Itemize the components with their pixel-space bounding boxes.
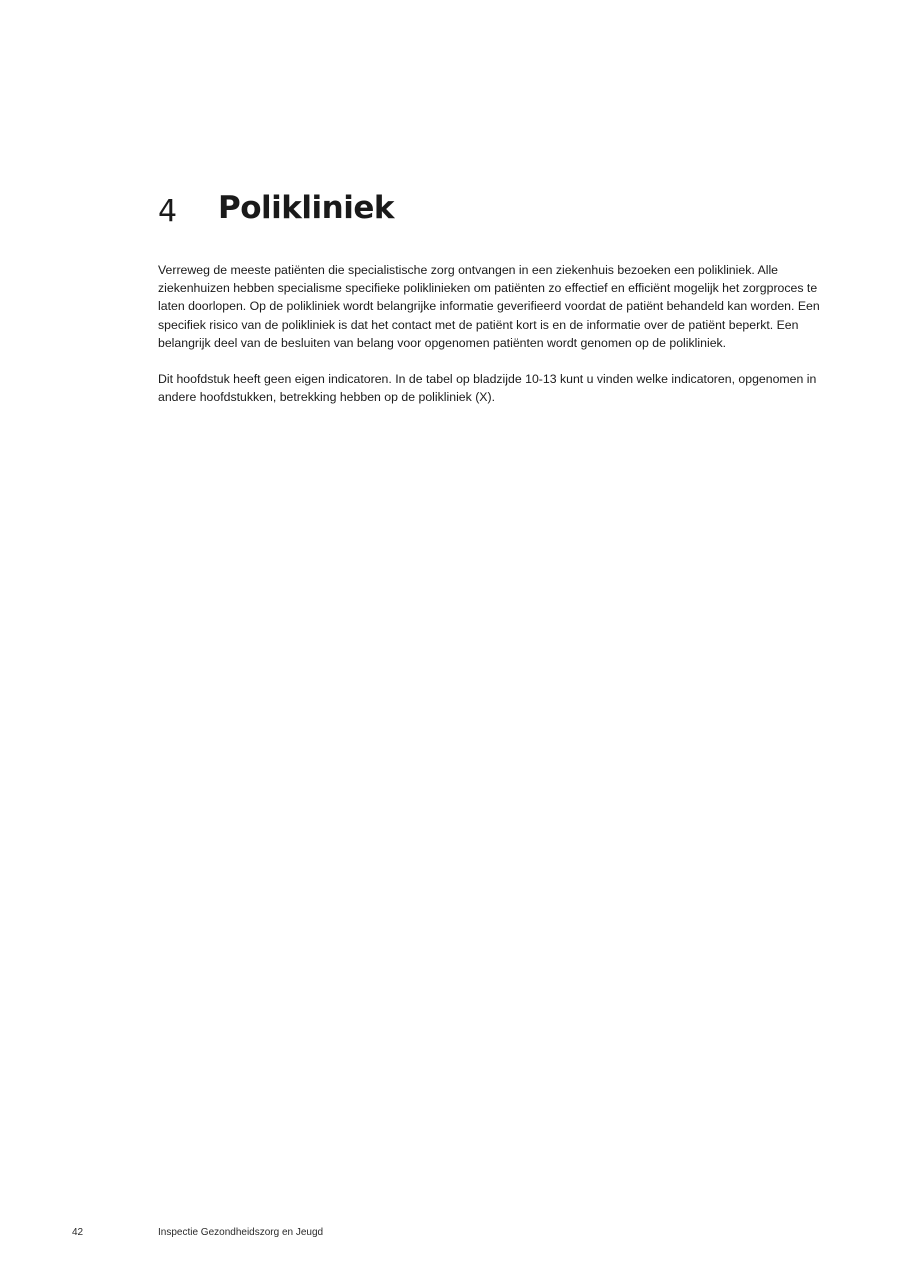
page-number: 42	[72, 1227, 84, 1238]
intro-paragraph: Verreweg de meeste patiënten die specialistische zorg ontvangen in een ziekenhuis bezoeken een polikliniek. Alle ziekenhuizen hebben specialisme specifieke poliklinieken om patiënten zo effectief en efficiënt mogelijk het zorgproces te laten doorlopen. Op de polikliniek wordt belangrijke informatie geverifieerd voordat de patiënt behandeld kan worden. Een specifiek risico van de polikliniek is dat het contact met de patiënt kort is en de informatie over de patiënt beperkt. Een belangrijk deel van de besluiten van belang voor opgenomen patiënten wordt genomen op de polikliniek.	[158, 263, 820, 350]
footer-organization: Inspectie Gezondheidszorg en Jeugd	[158, 1227, 324, 1238]
chapter-heading	[158, 188, 838, 232]
indicators-paragraph: Dit hoofdstuk heeft geen eigen indicatoren. In de tabel op bladzijde 10-13 kunt u vinden welke indicatoren, opgenomen in andere hoofdstukken, betrekking hebben op de polikliniek (X).	[158, 372, 817, 405]
body-text	[158, 261, 822, 424]
page-footer	[0, 1226, 900, 1242]
chapter-title: Polikliniek	[218, 190, 394, 226]
chapter-number: 4	[158, 194, 178, 229]
